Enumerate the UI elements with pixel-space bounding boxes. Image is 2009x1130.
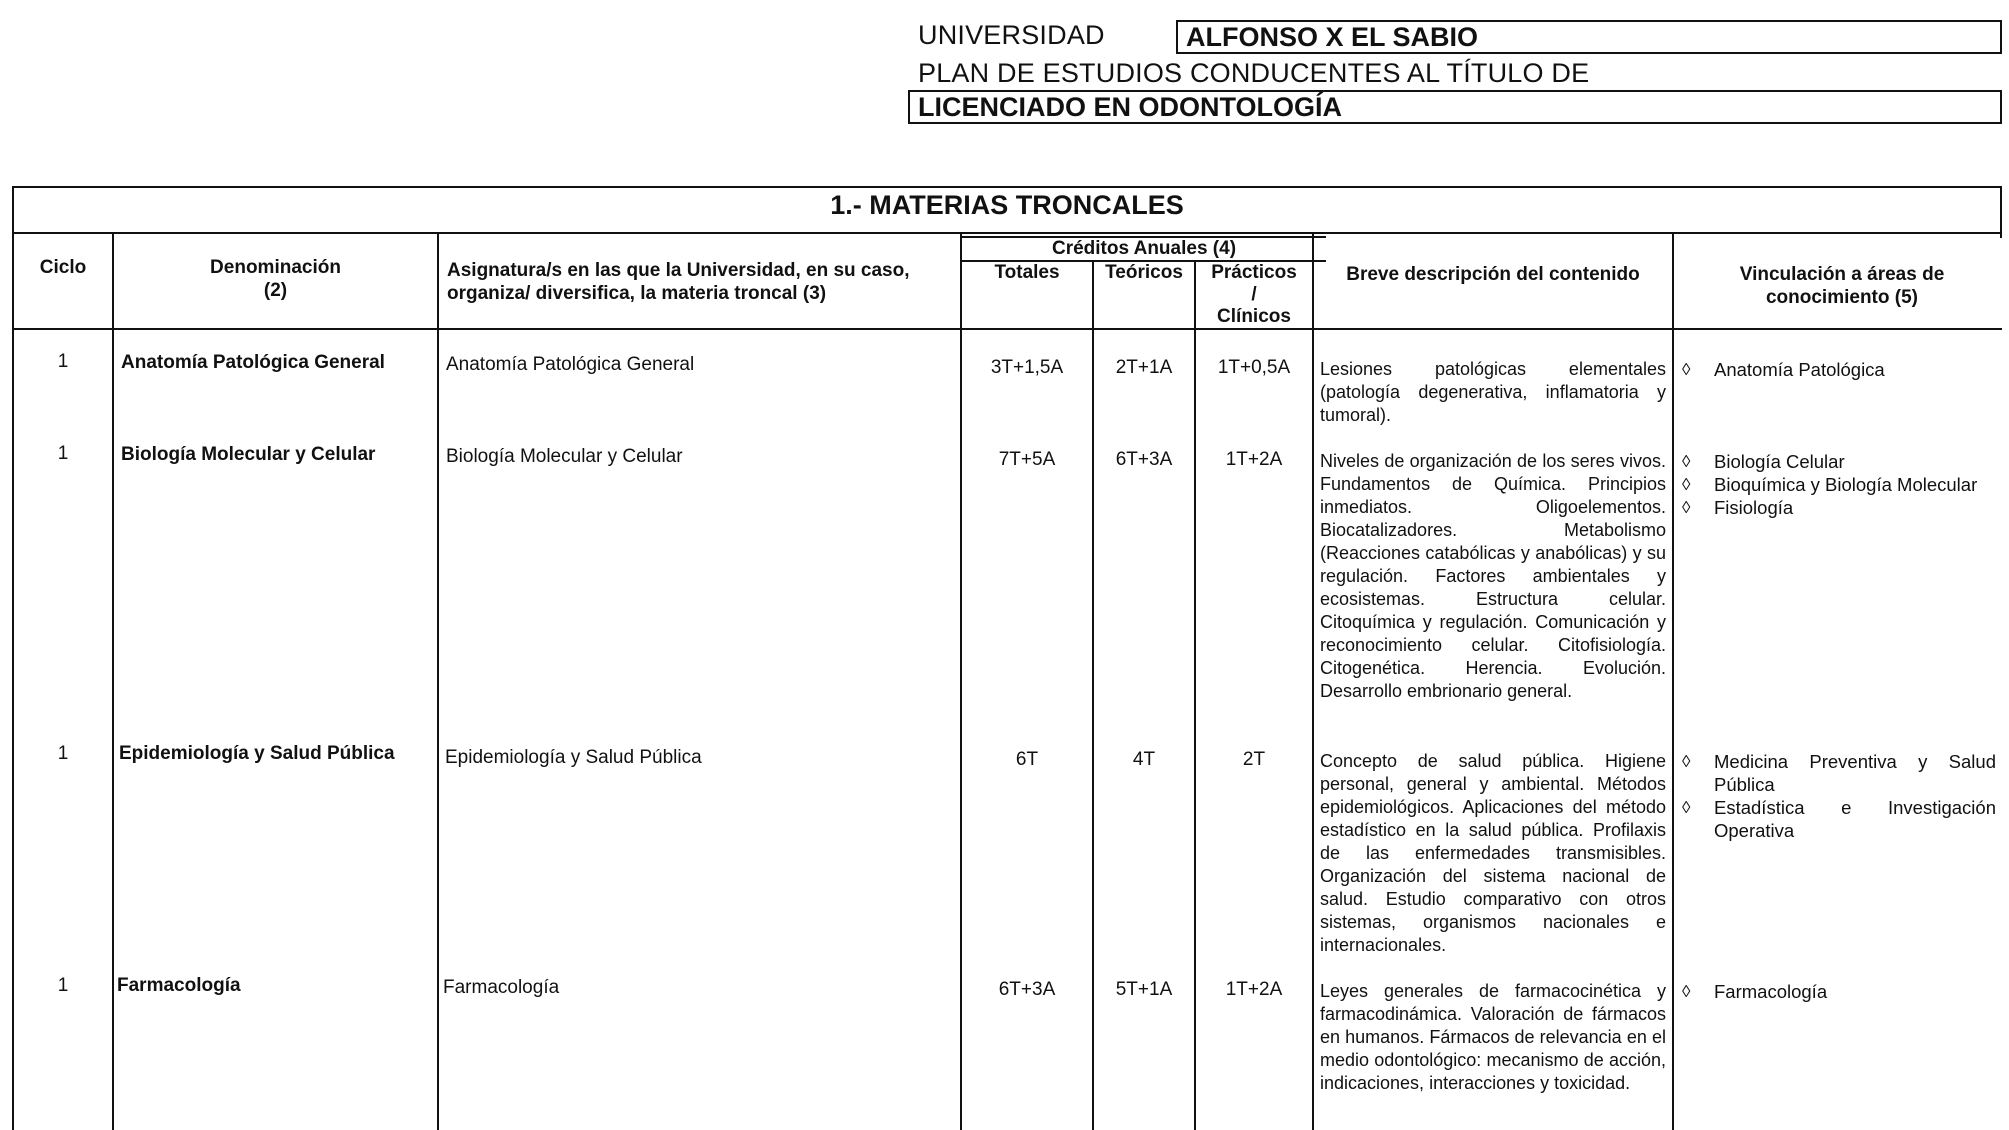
col-head-teoricos: Teóricos xyxy=(1105,262,1183,283)
row-4-ciclo: 1 xyxy=(57,975,69,996)
col-sep-denominacion xyxy=(437,232,439,1130)
row-2-areas xyxy=(1676,450,1996,519)
col-head-ciclo: Ciclo xyxy=(39,257,87,278)
col-head-totales: Totales xyxy=(994,262,1060,283)
row-1-asignatura: Anatomía Patológica General xyxy=(446,354,695,375)
col-head-practicos-sep: / xyxy=(1251,284,1257,305)
row-4-asignatura: Farmacología xyxy=(443,977,560,998)
col-head-vinculacion: Vinculación a áreas de conocimiento (5) xyxy=(1739,264,1945,308)
row-2-area: ◊ Bioquímica y Biología Molecular xyxy=(1676,473,1996,496)
university-name: ALFONSO X EL SABIO xyxy=(1176,20,2002,54)
row-2-descripcion: Niveles de organización de los seres vivos. Fundamentos de Química. Principios inmediatos. Oligoelementos. Biocatalizadores. Metabolismo (Reacciones catabólicas y anabólicas) y su regulación. Factores ambientales y ecosistemas. Estructura celular. Citoquímica y regulación. Comunicación y reconocimiento celular. Citofisiología. Citogenética. Herencia. Evolución. Desarrollo embrionario general. xyxy=(1320,451,1666,701)
col-head-clinicos: Clínicos xyxy=(1217,306,1291,327)
col-sep-ciclo xyxy=(112,232,114,1130)
row-3-teoricos: 4T xyxy=(1132,749,1156,770)
col-head-descripcion: Breve descripción del contenido xyxy=(1346,264,1640,285)
section-title: 1.- MATERIAS TRONCALES xyxy=(830,190,1184,220)
row-4-areas xyxy=(1676,980,1996,1003)
row-3-ciclo: 1 xyxy=(57,743,69,764)
col-head-denominacion-note: (2) xyxy=(263,280,288,301)
row-1-areas xyxy=(1676,358,1996,381)
row-3-areas xyxy=(1676,750,1996,842)
university-label: UNIVERSIDAD xyxy=(918,20,1105,50)
col-head-creditos: Créditos Anuales (4) xyxy=(1051,238,1237,259)
row-3-area: ◊ Medicina Preventiva y Salud Pública xyxy=(1676,750,1996,796)
row-4-practicos: 1T+2A xyxy=(1225,979,1283,1000)
row-2-ciclo: 1 xyxy=(57,443,69,464)
row-4-totales: 6T+3A xyxy=(998,979,1056,1000)
row-1-denominacion: Anatomía Patológica General xyxy=(121,352,385,373)
col-head-denominacion: Denominación xyxy=(210,257,341,278)
table-top-border xyxy=(12,186,2002,188)
row-2-practicos: 1T+2A xyxy=(1225,449,1283,470)
materias-troncales-table xyxy=(12,186,2002,1130)
row-1-practicos: 1T+0,5A xyxy=(1217,357,1291,378)
header-divider xyxy=(12,328,2002,330)
row-4-teoricos: 5T+1A xyxy=(1115,979,1173,1000)
row-4-area: ◊ Farmacología xyxy=(1676,980,1996,1003)
title-divider xyxy=(12,232,2002,234)
row-1-area: ◊ Anatomía Patológica xyxy=(1676,358,1996,381)
row-3-descripcion: Concepto de salud pública. Higiene personal, general y ambiental. Métodos epidemiológicos. Aplicaciones del método estadístico en la salud pública. Profilaxis de las enfermedades transmisibles. Organización del sistema nacional de salud. Estudio comparativo con otros sistemas, organismos nacionales e internacionales. xyxy=(1320,751,1666,955)
row-2-area: ◊ Fisiología xyxy=(1676,496,1996,519)
row-2-denominacion: Biología Molecular y Celular xyxy=(121,444,376,465)
col-head-practicos: Prácticos xyxy=(1211,262,1297,283)
row-1-teoricos: 2T+1A xyxy=(1115,357,1173,378)
row-4-descripcion: Leyes generales de farmacocinética y farmacodinámica. Valoración de fármacos en humanos. Fármacos de relevancia en el medio odontológico: mecanismo de acción, indicaciones, interacciones y toxicidad. xyxy=(1320,981,1666,1093)
row-3-asignatura: Epidemiología y Salud Pública xyxy=(445,747,702,768)
row-2-asignatura: Biología Molecular y Celular xyxy=(446,446,683,467)
row-3-denominacion: Epidemiología y Salud Pública xyxy=(119,743,395,764)
degree-title: LICENCIADO EN ODONTOLOGÍA xyxy=(908,90,2002,124)
row-3-totales: 6T xyxy=(1015,749,1039,770)
row-3-area: ◊ Estadística e Investigación Operativa xyxy=(1676,796,1996,842)
row-2-totales: 7T+5A xyxy=(998,449,1056,470)
row-2-teoricos: 6T+3A xyxy=(1115,449,1173,470)
plan-label: PLAN DE ESTUDIOS CONDUCENTES AL TÍTULO DE xyxy=(918,58,1590,88)
row-4-denominacion: Farmacología xyxy=(117,975,241,996)
col-head-asignaturas: Asignatura/s en las que la Universidad, en su caso, organiza/ diversifica, la materia troncal (3) xyxy=(447,260,910,304)
row-1-ciclo: 1 xyxy=(57,351,69,372)
row-1-descripcion: Lesiones patológicas elementales (patología degenerativa, inflamatoria y tumoral). xyxy=(1320,359,1666,425)
col-sep-descripcion xyxy=(1672,232,1674,1130)
row-1-totales: 3T+1,5A xyxy=(990,357,1064,378)
row-3-practicos: 2T xyxy=(1242,749,1266,770)
row-2-area: ◊ Biología Celular xyxy=(1676,450,1996,473)
col-sep-practicos xyxy=(1312,232,1314,1130)
